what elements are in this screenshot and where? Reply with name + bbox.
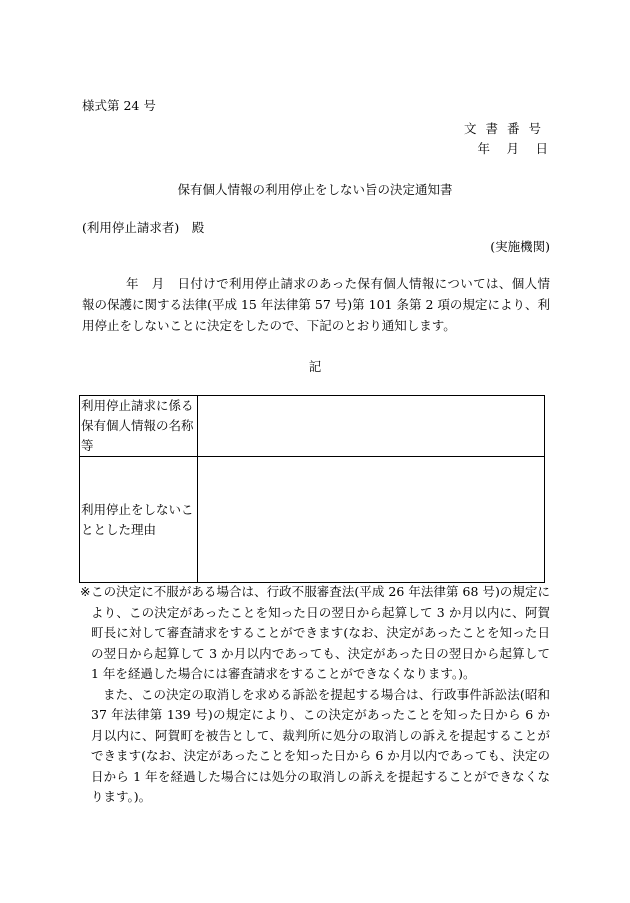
table-row xyxy=(80,396,545,457)
record-table xyxy=(79,395,545,583)
addressee: (利用停止請求者) 殿 xyxy=(82,220,205,235)
table-value-reason xyxy=(198,457,545,583)
note-mark: ※ xyxy=(80,584,91,599)
note-lawsuit: また、この決定の取消しを求める訴訟を提起する場合は、行政事件訴訟法(昭和 37 年法律第 139 号)の規定により、この決定があったことを知った日から 6 か月以内に、阿賀町を被告として、裁判所に処分の取消しの訴えを提起することができます(なお、決定があったことを知った日から 6 か月以内であっても、決定の日から 1 年を経過した場合には処分の取消しの訴えを提起することができなくなります。)。 xyxy=(91,686,550,804)
body-paragraph: 年 月 日付けで利用停止請求のあった保有個人情報については、個人情報の保護に関する法律(平成 15 年法律第 57 号)第 101 条第 2 項の規定により、利用停止をしないことに決定をしたので、下記のとおり通知します。 xyxy=(82,276,550,333)
table-row xyxy=(80,457,545,583)
document-title: 保有個人情報の利用停止をしない旨の決定通知書 xyxy=(177,182,453,197)
form-number: 様式第 24 号 xyxy=(82,98,156,113)
table-label-info-name: 利用停止請求に係る保有個人情報の名称等 xyxy=(80,396,198,457)
issuing-agency: (実施機関) xyxy=(490,239,550,254)
notes-section xyxy=(80,582,550,808)
table-value-info-name xyxy=(198,396,545,457)
note-appeal xyxy=(80,582,550,685)
note-appeal-text: この決定に不服がある場合は、行政不服審査法(平成 26 年法律第 68 号)の規定により、この決定があったことを知った日の翌日から起算して 3 か月以内に、阿賀町長に対して審査請求をすることができます(なお、決定があったことを知った日の翌日から起算して 3 か月以内であっても、決定があった日の翌日から起算して 1 年を経過した場合には審査請求をすることができなくなります。)。 xyxy=(91,584,550,681)
table-label-reason: 利用停止をしないこととした理由 xyxy=(80,457,198,583)
document-number-label: 文書番号 xyxy=(463,121,550,136)
date-line: 年 月 日 xyxy=(477,141,550,156)
ki-heading: 記 xyxy=(308,359,322,374)
